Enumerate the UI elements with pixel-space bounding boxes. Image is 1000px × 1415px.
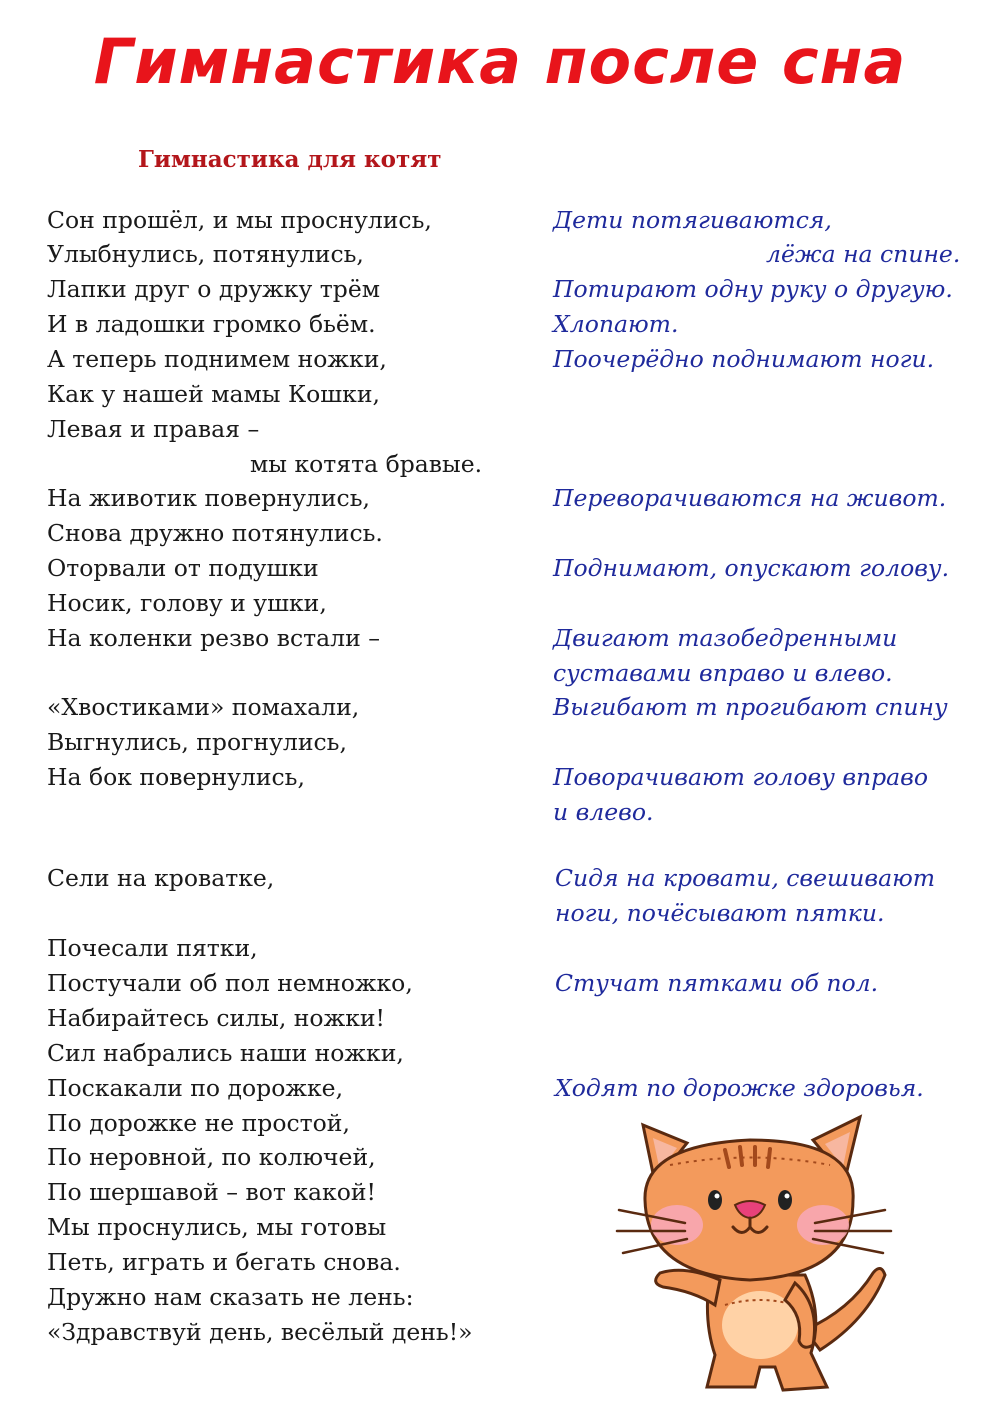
poem-line: И в ладошки громко бьём. [47,310,376,338]
poem-line: Поскакали по дорожке, [47,1074,344,1102]
instruction-note: Выгибают т прогибают спину [553,693,948,721]
instruction-note: Поворачивают голову вправо [553,763,929,791]
poem-line: На бок повернулись, [47,763,305,791]
instruction-note: Дети потягиваются, [553,206,832,234]
poem-line: По неровной, по колючей, [47,1143,376,1171]
poem-line: Петь, играть и бегать снова. [47,1248,401,1276]
instruction-note: и влево. [553,798,654,826]
poem-line: А теперь поднимем ножки, [47,345,387,373]
poem-line: Лапки друг о дружку трём [47,275,381,303]
poem-line: мы котята бравые. [250,450,483,478]
poem-line: Набирайтесь силы, ножки! [47,1004,385,1032]
kitten-icon [615,1105,895,1395]
poem-line: Оторвали от подушки [47,554,319,582]
poem-line: Почесали пятки, [47,934,258,962]
poem-line: На коленки резво встали – [47,624,380,652]
instruction-note: ноги, почёсывают пятки. [555,899,885,927]
poem-line: По шершавой – вот какой! [47,1178,376,1206]
instruction-note: Переворачиваются на живот. [553,484,947,512]
poem-line: Дружно нам сказать не лень: [47,1283,414,1311]
poem-line: Постучали об пол немножко, [47,969,413,997]
instruction-note: Поднимают, опускают голову. [553,554,950,582]
poem-line: «Хвостиками» помахали, [47,693,360,721]
poem-line: Сил набрались наши ножки, [47,1039,404,1067]
page-title: Гимнастика после сна [93,25,907,98]
poem-line: Левая и правая – [47,415,260,443]
instruction-note: Ходят по дорожке здоровья. [555,1074,924,1102]
poem-line: Выгнулись, прогнулись, [47,728,347,756]
poem-line: Сон прошёл, и мы проснулись, [47,206,432,234]
instruction-note: Хлопают. [553,310,679,338]
poem-subtitle: Гимнастика для котят [138,146,442,173]
instruction-note: Сидя на кровати, свешивают [555,864,936,892]
poem-line: Сели на кроватке, [47,864,275,892]
poem-line: Носик, голову и ушки, [47,589,327,617]
instruction-note: Поочерёдно поднимают ноги. [553,345,935,373]
instruction-note: суставами вправо и влево. [553,659,893,687]
poem-line: Как у нашей мамы Кошки, [47,380,380,408]
poem-line: Снова дружно потянулись. [47,519,383,547]
poem-line: По дорожке не простой, [47,1109,350,1137]
instruction-note: Потирают одну руку о другую. [553,275,953,303]
poem-line: Улыбнулись, потянулись, [47,240,364,268]
instruction-note: лёжа на спине. [766,240,961,268]
poem-line: На животик повернулись, [47,484,370,512]
instruction-note: Стучат пятками об пол. [555,969,879,997]
instruction-note: Двигают тазобедренными [553,624,898,652]
poem-line: «Здравствуй день, весёлый день!» [47,1318,473,1346]
poem-line: Мы проснулись, мы готовы [47,1213,387,1241]
